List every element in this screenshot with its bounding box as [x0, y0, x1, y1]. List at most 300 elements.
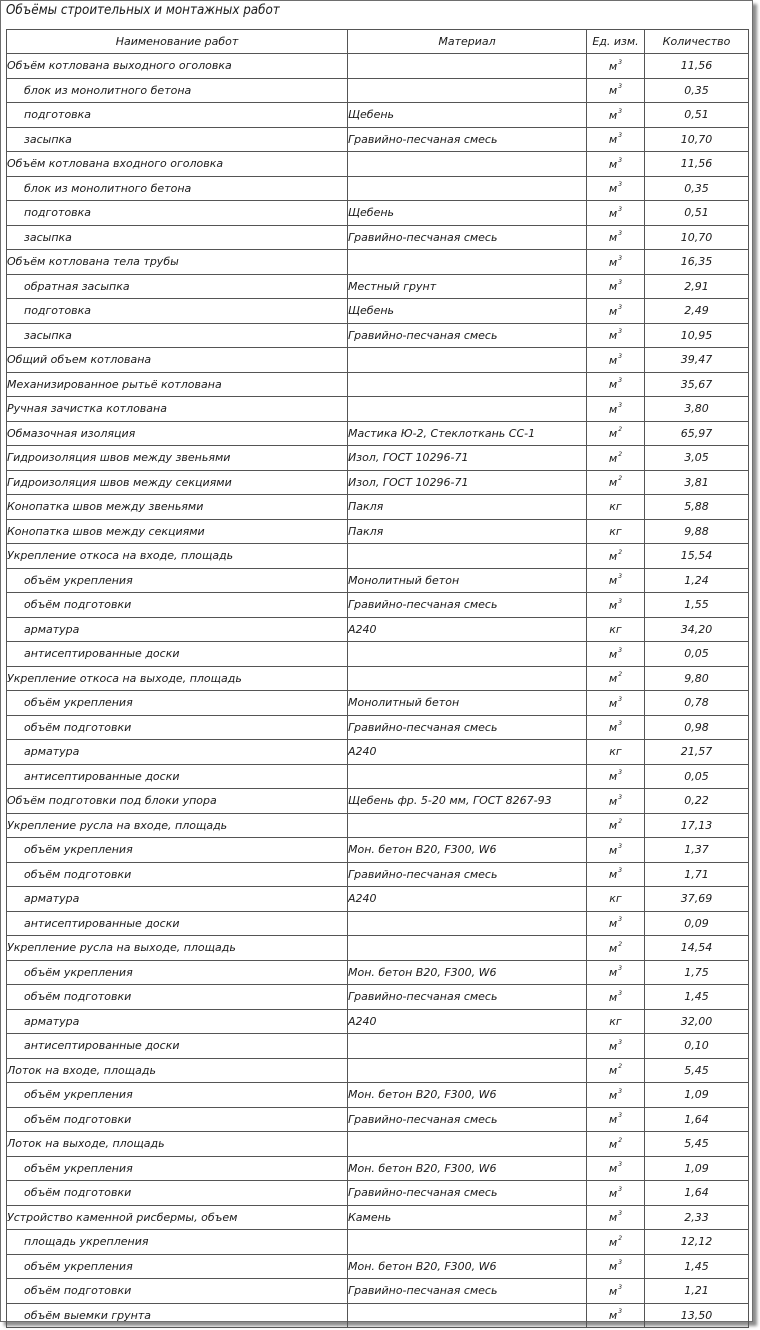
- quantity-cell: 0,05: [645, 642, 749, 667]
- unit-cell: [587, 54, 645, 79]
- table-row: [7, 1254, 749, 1279]
- unit-cell: [587, 1230, 645, 1255]
- unit-text: кг: [609, 524, 622, 538]
- work-name-cell: объём подготовки: [7, 1107, 348, 1132]
- table-row: [7, 446, 749, 471]
- work-name-cell: Конопатка швов между секциями: [7, 519, 348, 544]
- work-name-cell: объём укрепления: [7, 838, 348, 863]
- material-cell: Гравийно-песчаная смесь: [348, 1107, 587, 1132]
- quantity-cell: 0,05: [645, 764, 749, 789]
- material-cell: Изол, ГОСТ 10296-71: [348, 470, 587, 495]
- unit-exponent: 3: [618, 230, 623, 238]
- unit-cell: [587, 1058, 645, 1083]
- unit-cell: [587, 789, 645, 814]
- work-name-cell: арматура: [7, 1009, 348, 1034]
- unit-cell: [587, 715, 645, 740]
- material-cell: Гравийно-песчаная смесь: [348, 1181, 587, 1206]
- unit-cell: [587, 225, 645, 250]
- material-cell: [348, 666, 587, 691]
- quantity-cell: 1,45: [645, 985, 749, 1010]
- table-row: [7, 372, 749, 397]
- work-name-cell: Объём подготовки под блоки упора: [7, 789, 348, 814]
- material-cell: [348, 78, 587, 103]
- unit-cell: [587, 323, 645, 348]
- quantity-cell: 9,88: [645, 519, 749, 544]
- table-row: [7, 519, 749, 544]
- table-row: [7, 960, 749, 985]
- material-cell: Гравийно-песчаная смесь: [348, 985, 587, 1010]
- header-material: Материал: [348, 30, 587, 54]
- unit-text: кг: [609, 622, 622, 636]
- unit-cell: [587, 519, 645, 544]
- quantity-cell: 0,35: [645, 176, 749, 201]
- unit-cell: [587, 1279, 645, 1304]
- work-name-cell: объём подготовки: [7, 985, 348, 1010]
- work-name-cell: подготовка: [7, 201, 348, 226]
- quantity-cell: 0,51: [645, 103, 749, 128]
- unit-cell: [587, 764, 645, 789]
- work-name-cell: объём укрепления: [7, 960, 348, 985]
- table-row: [7, 176, 749, 201]
- work-name-cell: антисептированные доски: [7, 911, 348, 936]
- unit-cell: [587, 1254, 645, 1279]
- unit-exponent: 3: [618, 916, 623, 924]
- quantity-cell: 1,21: [645, 1279, 749, 1304]
- work-name-cell: Объём котлована тела трубы: [7, 250, 348, 275]
- material-cell: [348, 642, 587, 667]
- table-row: [7, 740, 749, 765]
- unit-exponent: 3: [618, 83, 623, 91]
- unit-cell: [587, 593, 645, 618]
- unit-exponent: 3: [618, 1038, 623, 1046]
- table-row: [7, 1083, 749, 1108]
- table-row: [7, 1107, 749, 1132]
- work-name-cell: объём подготовки: [7, 715, 348, 740]
- work-name-cell: объём подготовки: [7, 1279, 348, 1304]
- table-row: [7, 299, 749, 324]
- table-row: [7, 862, 749, 887]
- quantity-cell: 2,33: [645, 1205, 749, 1230]
- quantity-cell: 0,10: [645, 1034, 749, 1059]
- quantity-cell: 0,35: [645, 78, 749, 103]
- table-row: [7, 838, 749, 863]
- table-row: [7, 568, 749, 593]
- unit-text: м: [608, 1088, 618, 1102]
- work-name-cell: антисептированные доски: [7, 764, 348, 789]
- unit-exponent: 2: [618, 1234, 623, 1242]
- quantity-cell: 37,69: [645, 887, 749, 912]
- quantity-cell: 0,98: [645, 715, 749, 740]
- quantity-cell: 21,57: [645, 740, 749, 765]
- quantity-cell: 10,70: [645, 225, 749, 250]
- material-cell: [348, 152, 587, 177]
- work-name-cell: объём укрепления: [7, 1083, 348, 1108]
- quantity-cell: 2,91: [645, 274, 749, 299]
- unit-text: м: [608, 280, 618, 294]
- unit-exponent: 3: [618, 695, 623, 703]
- material-cell: [348, 372, 587, 397]
- unit-cell: [587, 666, 645, 691]
- unit-text: м: [608, 108, 618, 122]
- work-name-cell: Ручная зачистка котлована: [7, 397, 348, 422]
- unit-text: м: [608, 329, 618, 343]
- table-row: [7, 789, 749, 814]
- table-row: [7, 642, 749, 667]
- unit-text: м: [608, 402, 618, 416]
- work-name-cell: Укрепление русла на входе, площадь: [7, 813, 348, 838]
- material-cell: Гравийно-песчаная смесь: [348, 1279, 587, 1304]
- table-row: [7, 936, 749, 961]
- unit-text: м: [608, 966, 618, 980]
- table-row: [7, 1181, 749, 1206]
- quantity-cell: 1,09: [645, 1083, 749, 1108]
- material-cell: [348, 250, 587, 275]
- table-row: [7, 764, 749, 789]
- work-name-cell: Обмазочная изоляция: [7, 421, 348, 446]
- material-cell: Гравийно-песчаная смесь: [348, 593, 587, 618]
- unit-exponent: 3: [618, 720, 623, 728]
- table-row: [7, 78, 749, 103]
- quantity-cell: 9,80: [645, 666, 749, 691]
- quantity-cell: 17,13: [645, 813, 749, 838]
- quantity-cell: 1,64: [645, 1107, 749, 1132]
- unit-exponent: 3: [618, 107, 623, 115]
- work-name-cell: Гидроизоляция швов между звеньями: [7, 446, 348, 471]
- quantity-cell: 11,56: [645, 54, 749, 79]
- unit-cell: [587, 936, 645, 961]
- table-row: [7, 985, 749, 1010]
- unit-exponent: 3: [618, 205, 623, 213]
- table-row: [7, 617, 749, 642]
- unit-exponent: 3: [618, 181, 623, 189]
- unit-cell: [587, 470, 645, 495]
- unit-cell: [587, 1181, 645, 1206]
- material-cell: Мастика Ю-2, Стеклоткань СС-1: [348, 421, 587, 446]
- unit-exponent: 3: [618, 377, 623, 385]
- unit-exponent: 3: [618, 646, 623, 654]
- unit-text: м: [608, 917, 618, 931]
- quantity-cell: 3,81: [645, 470, 749, 495]
- material-cell: Местный грунт: [348, 274, 587, 299]
- work-name-cell: объём укрепления: [7, 1156, 348, 1181]
- quantity-cell: 1,09: [645, 1156, 749, 1181]
- unit-cell: [587, 642, 645, 667]
- unit-cell: [587, 103, 645, 128]
- unit-cell: [587, 887, 645, 912]
- quantity-cell: 10,70: [645, 127, 749, 152]
- unit-cell: [587, 1156, 645, 1181]
- material-cell: [348, 936, 587, 961]
- quantity-cell: 65,97: [645, 421, 749, 446]
- material-cell: [348, 1034, 587, 1059]
- table-row: [7, 323, 749, 348]
- unit-exponent: 2: [618, 818, 623, 826]
- unit-cell: [587, 1083, 645, 1108]
- unit-text: м: [608, 1309, 618, 1323]
- quantity-cell: 3,80: [645, 397, 749, 422]
- unit-exponent: 3: [618, 156, 623, 164]
- unit-exponent: 3: [618, 58, 623, 66]
- table-row: [7, 715, 749, 740]
- work-name-cell: антисептированные доски: [7, 642, 348, 667]
- table-row: [7, 1230, 749, 1255]
- work-name-cell: Механизированное рытьё котлована: [7, 372, 348, 397]
- unit-cell: [587, 838, 645, 863]
- unit-text: м: [608, 868, 618, 882]
- material-cell: [348, 813, 587, 838]
- unit-text: м: [608, 794, 618, 808]
- table-row: [7, 1132, 749, 1157]
- work-name-cell: подготовка: [7, 103, 348, 128]
- quantity-cell: 1,55: [645, 593, 749, 618]
- unit-exponent: 2: [618, 548, 623, 556]
- unit-text: м: [608, 378, 618, 392]
- table-row: [7, 225, 749, 250]
- unit-exponent: 3: [618, 352, 623, 360]
- unit-cell: [587, 152, 645, 177]
- unit-text: м: [608, 353, 618, 367]
- quantity-cell: 34,20: [645, 617, 749, 642]
- unit-text: м: [608, 1284, 618, 1298]
- material-cell: Мон. бетон В20, F300, W6: [348, 838, 587, 863]
- header-unit: Ед. изм.: [587, 30, 645, 54]
- unit-exponent: 3: [618, 1210, 623, 1218]
- unit-cell: [587, 691, 645, 716]
- quantity-cell: 13,50: [645, 1303, 749, 1328]
- table-row: [7, 250, 749, 275]
- table-row: [7, 397, 749, 422]
- unit-exponent: 3: [618, 573, 623, 581]
- material-cell: Мон. бетон В20, F300, W6: [348, 960, 587, 985]
- unit-cell: [587, 813, 645, 838]
- quantity-cell: 16,35: [645, 250, 749, 275]
- material-cell: Щебень: [348, 201, 587, 226]
- unit-text: м: [608, 574, 618, 588]
- unit-text: м: [608, 133, 618, 147]
- material-cell: Монолитный бетон: [348, 568, 587, 593]
- material-cell: Изол, ГОСТ 10296-71: [348, 446, 587, 471]
- quantity-cell: 1,64: [645, 1181, 749, 1206]
- header-row: [7, 30, 749, 54]
- unit-exponent: 2: [618, 1136, 623, 1144]
- quantity-cell: 0,78: [645, 691, 749, 716]
- work-name-cell: объём укрепления: [7, 1254, 348, 1279]
- material-cell: А240: [348, 887, 587, 912]
- quantity-cell: 3,05: [645, 446, 749, 471]
- unit-cell: [587, 568, 645, 593]
- unit-text: м: [608, 549, 618, 563]
- unit-cell: [587, 372, 645, 397]
- material-cell: [348, 1303, 587, 1328]
- material-cell: Гравийно-песчаная смесь: [348, 715, 587, 740]
- unit-text: м: [608, 304, 618, 318]
- work-name-cell: Устройство каменной рисбермы, объем: [7, 1205, 348, 1230]
- unit-exponent: 3: [618, 1112, 623, 1120]
- material-cell: [348, 764, 587, 789]
- unit-text: м: [608, 1211, 618, 1225]
- quantity-cell: 0,09: [645, 911, 749, 936]
- unit-cell: [587, 617, 645, 642]
- unit-cell: [587, 299, 645, 324]
- unit-exponent: 3: [618, 303, 623, 311]
- unit-exponent: 3: [618, 769, 623, 777]
- unit-cell: [587, 740, 645, 765]
- unit-text: м: [608, 476, 618, 490]
- unit-exponent: 3: [618, 842, 623, 850]
- quantity-cell: 0,51: [645, 201, 749, 226]
- material-cell: Камень: [348, 1205, 587, 1230]
- material-cell: Гравийно-песчаная смесь: [348, 225, 587, 250]
- material-cell: Пакля: [348, 495, 587, 520]
- work-name-cell: обратная засыпка: [7, 274, 348, 299]
- work-name-cell: Объём котлована входного оголовка: [7, 152, 348, 177]
- quantity-cell: 10,95: [645, 323, 749, 348]
- work-name-cell: объём подготовки: [7, 593, 348, 618]
- unit-cell: [587, 127, 645, 152]
- unit-cell: [587, 1132, 645, 1157]
- quantity-cell: 1,71: [645, 862, 749, 887]
- table-row: [7, 348, 749, 373]
- quantity-cell: 12,12: [645, 1230, 749, 1255]
- unit-exponent: 3: [618, 279, 623, 287]
- table-row: [7, 1009, 749, 1034]
- quantity-cell: 1,37: [645, 838, 749, 863]
- table-row: [7, 152, 749, 177]
- work-name-cell: объём укрепления: [7, 691, 348, 716]
- unit-text: м: [608, 647, 618, 661]
- material-cell: Гравийно-песчаная смесь: [348, 862, 587, 887]
- unit-text: м: [608, 84, 618, 98]
- quantity-cell: 0,22: [645, 789, 749, 814]
- quantity-cell: 1,45: [645, 1254, 749, 1279]
- work-name-cell: Гидроизоляция швов между секциями: [7, 470, 348, 495]
- material-cell: А240: [348, 1009, 587, 1034]
- header-name: Наименование работ: [7, 30, 348, 54]
- unit-cell: [587, 421, 645, 446]
- unit-cell: [587, 78, 645, 103]
- unit-text: м: [608, 157, 618, 171]
- material-cell: [348, 54, 587, 79]
- quantity-cell: 39,47: [645, 348, 749, 373]
- work-name-cell: Укрепление откоса на выходе, площадь: [7, 666, 348, 691]
- unit-cell: [587, 1303, 645, 1328]
- material-cell: Щебень фр. 5-20 мм, ГОСТ 8267-93: [348, 789, 587, 814]
- unit-exponent: 3: [618, 989, 623, 997]
- work-name-cell: Лоток на выходе, площадь: [7, 1132, 348, 1157]
- work-name-cell: Объём котлована выходного оголовка: [7, 54, 348, 79]
- table-row: [7, 495, 749, 520]
- unit-exponent: 3: [618, 867, 623, 875]
- work-name-cell: подготовка: [7, 299, 348, 324]
- work-name-cell: Лоток на входе, площадь: [7, 1058, 348, 1083]
- table-row: [7, 103, 749, 128]
- material-cell: Щебень: [348, 299, 587, 324]
- unit-text: м: [608, 1113, 618, 1127]
- unit-cell: [587, 544, 645, 569]
- unit-exponent: 2: [618, 940, 623, 948]
- unit-exponent: 3: [618, 1283, 623, 1291]
- work-name-cell: арматура: [7, 740, 348, 765]
- works-table: [6, 29, 749, 1328]
- unit-text: м: [608, 255, 618, 269]
- work-name-cell: антисептированные доски: [7, 1034, 348, 1059]
- unit-text: м: [608, 1260, 618, 1274]
- unit-cell: [587, 397, 645, 422]
- table-row: [7, 1205, 749, 1230]
- work-name-cell: объём выемки грунта: [7, 1303, 348, 1328]
- material-cell: [348, 911, 587, 936]
- table-row: [7, 54, 749, 79]
- work-name-cell: засыпка: [7, 323, 348, 348]
- unit-text: м: [608, 819, 618, 833]
- unit-cell: [587, 446, 645, 471]
- work-name-cell: площадь укрепления: [7, 1230, 348, 1255]
- unit-exponent: 2: [618, 1063, 623, 1071]
- table-row: [7, 421, 749, 446]
- table-row: [7, 274, 749, 299]
- unit-text: м: [608, 770, 618, 784]
- unit-text: м: [608, 427, 618, 441]
- unit-exponent: 3: [618, 254, 623, 262]
- document-title: Объёмы строительных и монтажных работ: [6, 3, 280, 18]
- unit-text: м: [608, 1064, 618, 1078]
- unit-text: м: [608, 1235, 618, 1249]
- table-row: [7, 470, 749, 495]
- quantity-cell: 5,45: [645, 1132, 749, 1157]
- quantity-cell: 5,45: [645, 1058, 749, 1083]
- table-row: [7, 593, 749, 618]
- unit-exponent: 3: [618, 1185, 623, 1193]
- table-row: [7, 1034, 749, 1059]
- unit-text: м: [608, 941, 618, 955]
- work-name-cell: засыпка: [7, 127, 348, 152]
- unit-text: м: [608, 1137, 618, 1151]
- unit-exponent: 3: [618, 793, 623, 801]
- unit-text: кг: [609, 745, 622, 759]
- unit-cell: [587, 1107, 645, 1132]
- work-name-cell: Укрепление русла на выходе, площадь: [7, 936, 348, 961]
- material-cell: Мон. бетон В20, F300, W6: [348, 1083, 587, 1108]
- material-cell: Гравийно-песчаная смесь: [348, 127, 587, 152]
- unit-exponent: 2: [618, 671, 623, 679]
- unit-cell: [587, 1205, 645, 1230]
- unit-cell: [587, 1034, 645, 1059]
- table-row: [7, 691, 749, 716]
- unit-exponent: 3: [618, 965, 623, 973]
- material-cell: Монолитный бетон: [348, 691, 587, 716]
- material-cell: Щебень: [348, 103, 587, 128]
- unit-text: кг: [609, 892, 622, 906]
- unit-cell: [587, 176, 645, 201]
- work-name-cell: объём подготовки: [7, 862, 348, 887]
- table-row: [7, 1156, 749, 1181]
- unit-text: м: [608, 672, 618, 686]
- unit-cell: [587, 960, 645, 985]
- table-row: [7, 1303, 749, 1328]
- unit-cell: [587, 862, 645, 887]
- material-cell: Пакля: [348, 519, 587, 544]
- quantity-cell: 35,67: [645, 372, 749, 397]
- work-name-cell: блок из монолитного бетона: [7, 176, 348, 201]
- work-name-cell: объём укрепления: [7, 568, 348, 593]
- unit-text: м: [608, 721, 618, 735]
- material-cell: [348, 1230, 587, 1255]
- table-row: [7, 127, 749, 152]
- quantity-cell: 5,88: [645, 495, 749, 520]
- unit-text: м: [608, 696, 618, 710]
- quantity-cell: 14,54: [645, 936, 749, 961]
- work-name-cell: Общий объем котлована: [7, 348, 348, 373]
